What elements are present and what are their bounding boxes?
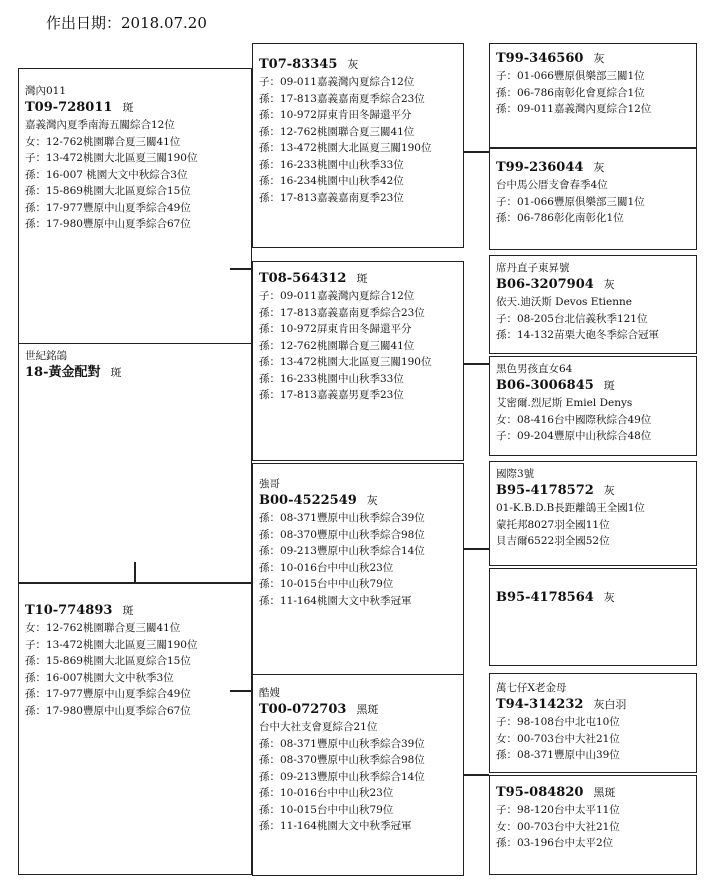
ds-lines	[253, 510, 463, 609]
record-line: 孫：17-813嘉義嘉南夏季23位	[259, 191, 404, 204]
record-line: 孫：10-016台中中山秋23位	[259, 787, 394, 799]
ssd-lines	[490, 177, 696, 227]
record-line: 孫：08-370豐原中山秋季綜合98位	[259, 528, 425, 541]
dsd-ring	[490, 589, 696, 607]
connector-line	[230, 690, 252, 692]
record-line: 孫：06-786南彰化會夏綜合1位	[496, 86, 645, 99]
sds-lines	[490, 294, 696, 344]
record-line: 孫：03-196台中太平2位	[496, 837, 614, 849]
subject-ring	[19, 364, 251, 382]
sd-ring-number: T08-564312	[259, 271, 347, 286]
record-line: 孫：09-213豐原中山秋季綜合14位	[259, 770, 425, 783]
sire-color: 斑	[122, 101, 134, 114]
dam-color: 斑	[122, 604, 134, 617]
subject-box	[18, 343, 252, 583]
dds-lines	[490, 714, 696, 764]
record-line: 孫：16-233桃園中山秋季33位	[259, 372, 404, 385]
record-line: 孫：16-233桃園中山秋季33位	[259, 158, 404, 171]
record-line: 子：13-472桃園大北區夏三關190位	[25, 152, 198, 164]
sire-sire-box	[252, 43, 464, 248]
record-line: 子：09-011嘉義灣內夏綜合12位	[259, 76, 415, 88]
dam-ring	[19, 602, 251, 620]
ssd-ring	[490, 159, 696, 177]
connector-line	[464, 548, 489, 550]
connector-line	[134, 562, 136, 584]
dam-box	[18, 583, 252, 875]
dss-box	[489, 461, 697, 566]
record-line: 孫：10-015台中中山秋79位	[259, 578, 394, 590]
record-line: 孫：08-371豐原中山39位	[496, 749, 620, 761]
record-line: 孫：17-813嘉義嘉南夏季綜合23位	[259, 92, 425, 105]
sds-ring-number: B06-3207904	[496, 277, 594, 292]
sdd-box	[489, 356, 697, 456]
record-line: 孫：12-762桃園聯合夏三關41位	[259, 125, 415, 138]
record-line: 台中馬公厝支會春季4位	[496, 179, 608, 191]
record-line: 嘉義灣內夏季南海五關綜合12位	[25, 119, 175, 131]
connector-line	[464, 774, 489, 776]
record-line: 女：12-762桃園聯合夏三關41位	[25, 622, 181, 634]
record-line: 子：98-120台中太平11位	[496, 804, 620, 816]
record-line: 台中大社支會夏綜合21位	[259, 721, 378, 733]
connector-line	[464, 151, 489, 153]
dd-ring	[253, 701, 463, 719]
ssd-ring-number: T99-236044	[496, 160, 584, 175]
sss-lines	[490, 68, 696, 118]
record-line: 孫：08-371豐原中山秋季綜合39位	[259, 512, 425, 524]
dss-lines	[490, 500, 696, 550]
record-line: 孫：09-011嘉義灣內夏綜合12位	[496, 103, 652, 115]
dsd-color: 灰	[603, 591, 615, 604]
sd-color: 斑	[356, 272, 368, 285]
dd-name: 酷嫂	[259, 687, 280, 699]
record-line: 貝吉爾6522羽全國52位	[496, 535, 610, 547]
record-line: 孫：15-869桃園大北區夏綜合15位	[25, 655, 191, 667]
sds-ring	[490, 276, 696, 294]
record-line: 孫：08-371豐原中山秋季綜合39位	[259, 737, 425, 750]
sds-color: 灰	[603, 278, 615, 291]
ss-lines	[253, 74, 463, 206]
sds-name: 席丹直子東昇號	[496, 262, 570, 274]
ssd-color: 灰	[593, 161, 605, 174]
sire-dam-box	[252, 261, 464, 461]
record-line: 孫：17-980豐原中山夏季綜合67位	[25, 704, 191, 717]
sire-lines	[19, 117, 251, 233]
record-line: 孫：06-786彰化南彰化1位	[496, 212, 624, 224]
record-line: 子：01-066豐原俱樂部三關1位	[496, 70, 645, 82]
subject-color: 斑	[110, 366, 122, 379]
record-line: 孫：17-980豐原中山夏季綜合67位	[25, 218, 191, 230]
dds-ring-number: T94-314232	[496, 697, 584, 712]
record-line: 孫：17-813嘉義嘉南夏季綜合23位	[259, 306, 425, 319]
record-line: 孫：11-164桃園大文中秋季冠軍	[259, 594, 412, 607]
record-line: 子：09-204豐原中山秋綜合48位	[496, 430, 652, 442]
record-line: 孫：14-132苗栗大砲冬季綜合冠軍	[496, 329, 659, 341]
record-line: 孫：09-213豐原中山秋季綜合14位	[259, 545, 425, 557]
dds-ring	[490, 696, 696, 714]
record-line: 孫：13-472桃園大北區夏三關190位	[259, 142, 432, 154]
date-label: 作出日期：2018.07.20	[46, 14, 207, 32]
sire-ring-number: T09-728011	[25, 100, 113, 115]
dsd-ring-number: B95-4178564	[496, 590, 594, 605]
sds-box	[489, 255, 697, 354]
sire-box	[18, 68, 252, 344]
sdd-lines	[490, 395, 696, 445]
sdd-ring	[490, 377, 696, 395]
record-line: 孫：16-007桃園大文中秋季3位	[25, 671, 174, 684]
record-line: 孫：08-370豐原中山秋季綜合98位	[259, 754, 425, 766]
dds-box	[489, 673, 697, 773]
record-line: 艾密爾.烈尼斯 Emiel Denys	[496, 397, 633, 409]
sss-ring-number: T99-346560	[496, 51, 584, 66]
record-line: 孫：15-869桃園大北區夏綜合15位	[25, 185, 191, 197]
ddd-ring	[490, 784, 696, 802]
record-line: 孫：12-762桃園聯合夏三關41位	[259, 339, 415, 352]
dd-color: 黑斑	[356, 703, 379, 716]
connector-line	[230, 268, 252, 270]
record-line: 子：09-011嘉義灣內夏綜合12位	[259, 290, 415, 302]
ss-ring-number: T07-83345	[259, 57, 338, 72]
ss-color: 灰	[347, 58, 359, 71]
ddd-color: 黑斑	[593, 786, 616, 799]
sd-lines	[253, 288, 463, 404]
dam-sire-box	[252, 463, 464, 683]
dds-name: 萬七仔X老金母	[496, 682, 567, 694]
dss-name: 國際3號	[496, 468, 535, 480]
dss-color: 灰	[603, 484, 615, 497]
record-line: 孫：11-164桃園大文中秋季冠軍	[259, 820, 412, 832]
record-line: 孫：16-234桃園中山秋季42位	[259, 175, 404, 187]
record-line: 孫：17-813嘉義嘉男夏季23位	[259, 389, 404, 401]
ds-ring	[253, 492, 463, 510]
record-line: 依天.迪沃斯 Devos Etienne	[496, 296, 632, 308]
dsd-box	[489, 568, 697, 666]
record-line: 蒙托邦8027羽全國11位	[496, 518, 610, 531]
ds-ring-number: B00-4522549	[259, 493, 357, 508]
record-line: 女：00-703台中大社21位	[496, 820, 620, 833]
record-line: 孫：17-977豐原中山夏季綜合49位	[25, 688, 191, 700]
dam-ring-number: T10-774893	[25, 603, 113, 618]
ssd-box	[489, 148, 697, 250]
record-line: 孫：10-972屏東肯田冬歸還平分	[259, 323, 412, 335]
record-line: 孫：17-977豐原中山夏季綜合49位	[25, 201, 191, 214]
ds-name: 強哥	[259, 478, 280, 490]
record-line: 女：12-762桃園聯合夏三關41位	[25, 135, 181, 148]
ds-color: 灰	[366, 494, 378, 507]
dd-lines	[253, 719, 463, 835]
record-line: 女：00-703台中大社21位	[496, 732, 620, 745]
connector-line	[464, 363, 489, 365]
record-line: 01-K.B.D.B長距離鴿王全國1位	[496, 502, 645, 514]
sss-ring	[490, 50, 696, 68]
record-line: 子：08-205台北信義秋季121位	[496, 312, 648, 325]
sire-name: 灣內011	[25, 85, 67, 97]
dam-dam-box	[252, 674, 464, 876]
record-line: 子：98-108台中北屯10位	[496, 716, 620, 728]
record-line: 孫：10-972屏東肯田冬歸還平分	[259, 109, 412, 121]
dds-color: 灰白羽	[593, 698, 627, 711]
ddd-box	[489, 775, 697, 875]
ddd-lines	[490, 802, 696, 852]
record-line: 孫：10-015台中中山秋79位	[259, 803, 394, 816]
dss-ring-number: B95-4178572	[496, 483, 594, 498]
ss-ring	[253, 56, 463, 74]
sdd-color: 斑	[603, 379, 615, 392]
record-line: 子：01-066豐原俱樂部三關1位	[496, 195, 645, 208]
sdd-ring-number: B06-3006845	[496, 378, 594, 393]
record-line: 孫：16-007 桃園大文中秋綜合3位	[25, 168, 188, 181]
dss-ring	[490, 482, 696, 500]
dam-lines	[19, 620, 251, 719]
record-line: 子：13-472桃園大北區夏三關190位	[25, 638, 198, 651]
sdd-name: 黑色男孩直女64	[496, 363, 573, 375]
sd-ring	[253, 270, 463, 288]
subject-ring-number: 18-黃金配對	[25, 365, 101, 380]
subject-name: 世紀銘鴿	[25, 350, 67, 362]
sss-color: 灰	[593, 52, 605, 65]
sire-ring	[19, 99, 251, 117]
record-line: 女：08-416台中國際秋綜合49位	[496, 413, 652, 426]
ddd-ring-number: T95-084820	[496, 785, 584, 800]
dd-ring-number: T00-072703	[259, 702, 347, 717]
sss-box	[489, 43, 697, 148]
record-line: 孫：13-472桃園大北區夏三關190位	[259, 356, 432, 368]
record-line: 孫：10-016台中中山秋23位	[259, 561, 394, 574]
